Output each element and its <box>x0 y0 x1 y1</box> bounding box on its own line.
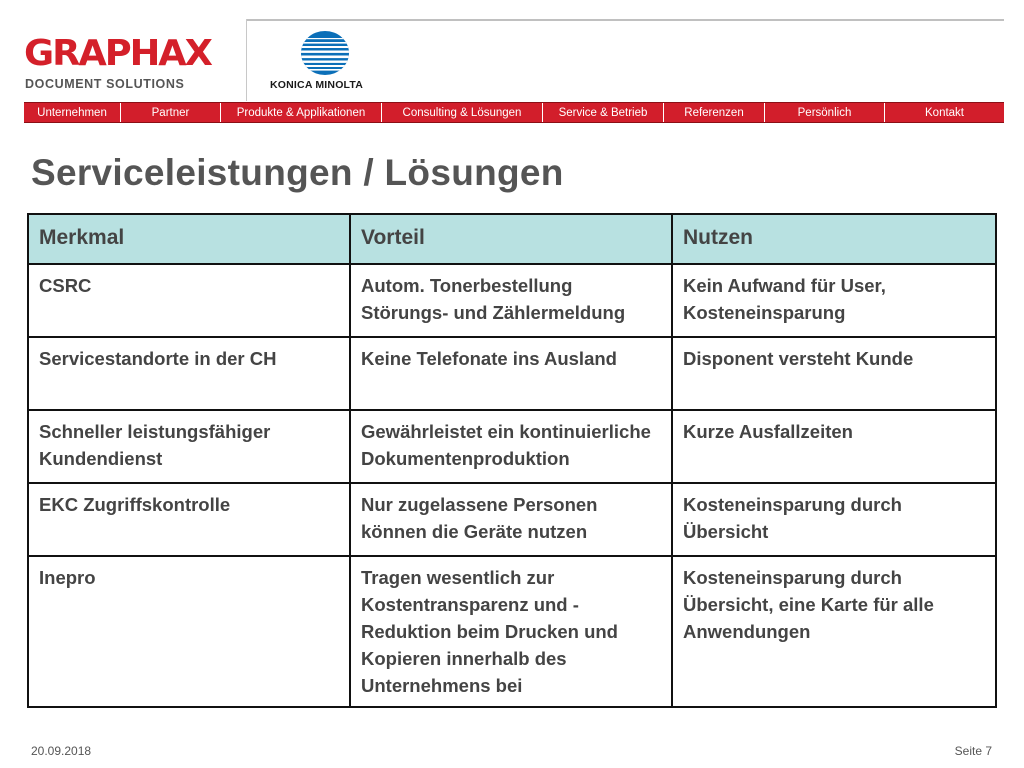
column-header-merkmal: Merkmal <box>28 214 350 264</box>
table-row <box>28 337 996 410</box>
table-cell-vorteil: Keine Telefonate ins Ausland <box>350 337 672 410</box>
graphax-logo-subtitle: DOCUMENT SOLUTIONS <box>25 77 185 91</box>
table-cell-vorteil: Autom. Tonerbestellung Störungs- und Zählermeldung <box>350 264 672 337</box>
konica-minolta-globe-icon <box>300 30 350 76</box>
nav-item-kontakt[interactable]: Kontakt <box>925 106 964 119</box>
konica-minolta-wordmark: KONICA MINOLTA <box>270 79 364 91</box>
table-cell-vorteil: Gewährleistet ein kontinuierliche Dokumentenproduktion <box>350 410 672 483</box>
konica-minolta-logo <box>270 30 390 94</box>
table-row <box>28 410 996 483</box>
features-table <box>27 213 997 708</box>
nav-item-service-betrieb[interactable]: Service & Betrieb <box>543 103 664 122</box>
nav-item-unternehmen[interactable]: Unternehmen <box>24 103 121 122</box>
table-cell-nutzen: Kein Aufwand für User, Kosteneinsparung <box>672 264 996 337</box>
nav-item-referenzen[interactable]: Referenzen <box>664 103 765 122</box>
table-row <box>28 264 996 337</box>
logo-divider <box>246 19 247 101</box>
nav-item-consulting-loesungen[interactable]: Consulting & Lösungen <box>382 103 543 122</box>
column-header-nutzen: Nutzen <box>672 214 996 264</box>
nav-item-produkte-applikationen[interactable]: Produkte & Applikationen <box>221 103 382 122</box>
table-cell-merkmal: Inepro <box>28 556 350 707</box>
table-cell-nutzen: Kosteneinsparung durch Übersicht <box>672 483 996 556</box>
table-row <box>28 483 996 556</box>
column-header-vorteil: Vorteil <box>350 214 672 264</box>
table-cell-nutzen: Kosteneinsparung durch Übersicht, eine Karte für alle Anwendungen <box>672 556 996 707</box>
main-navigation <box>24 102 1004 123</box>
table-header-row <box>28 214 996 264</box>
table-cell-nutzen: Kurze Ausfallzeiten <box>672 410 996 483</box>
nav-item-persoenlich[interactable]: Persönlich <box>765 103 885 122</box>
table-cell-vorteil: Nur zugelassene Personen können die Geräte nutzen <box>350 483 672 556</box>
nav-item-partner[interactable]: Partner <box>121 103 221 122</box>
header-top-rule <box>246 19 1004 21</box>
table-cell-merkmal: Servicestandorte in der CH <box>28 337 350 410</box>
table-cell-merkmal: Schneller leistungsfähiger Kundendienst <box>28 410 350 483</box>
table-cell-nutzen: Disponent versteht Kunde <box>672 337 996 410</box>
graphax-logo <box>24 33 214 92</box>
table-row <box>28 556 996 707</box>
table-cell-merkmal: CSRC <box>28 264 350 337</box>
page-title: Serviceleistungen / Lösungen <box>31 152 564 193</box>
graphax-logo-wordmark: GRAPHAX <box>24 33 211 74</box>
table-cell-vorteil: Tragen wesentlich zur Kostentransparenz und -Reduktion beim Drucken und Kopieren innerhalb des Unternehmens bei <box>350 556 672 707</box>
table-cell-merkmal: EKC Zugriffskontrolle <box>28 483 350 556</box>
footer-page-number: Seite 7 <box>954 744 992 758</box>
footer-date: 20.09.2018 <box>31 744 92 758</box>
